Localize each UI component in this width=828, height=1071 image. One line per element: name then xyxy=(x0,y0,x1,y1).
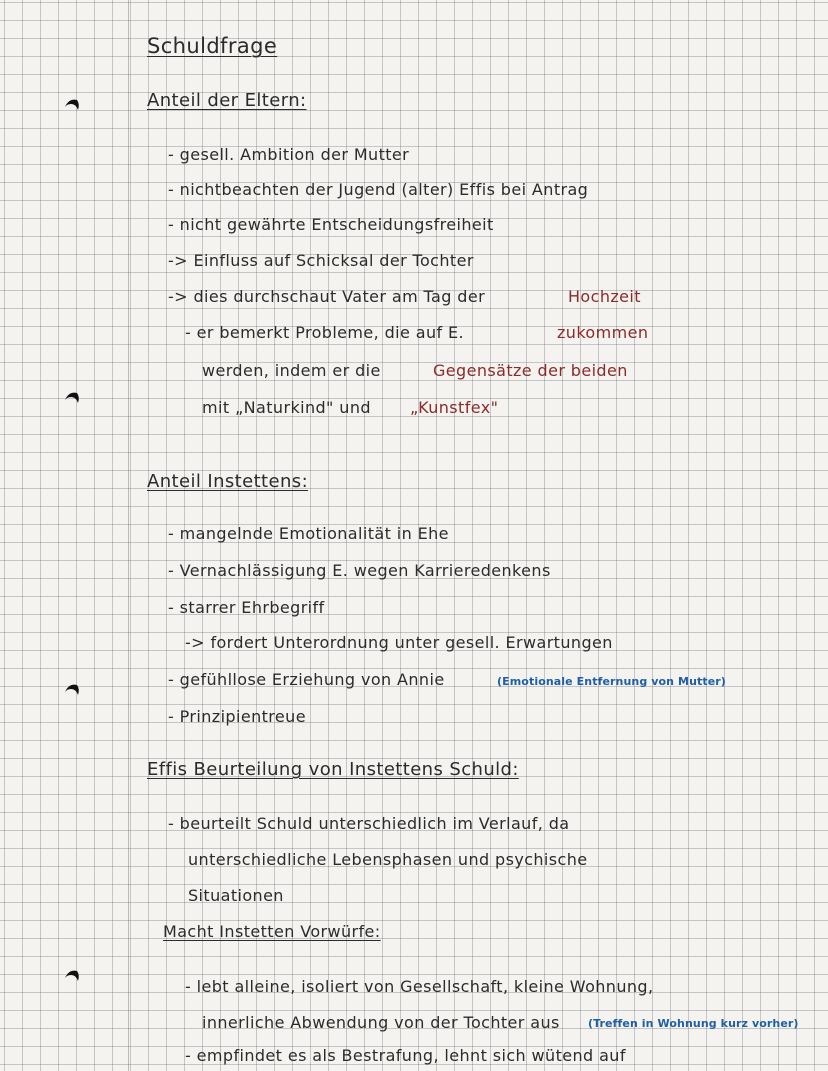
binder-hole-icon xyxy=(62,95,82,115)
section-heading-parents: Anteil der Eltern: xyxy=(147,90,307,111)
margin-line xyxy=(128,0,129,1071)
list-item: - nichtbeachten der Jugend (alter) Effis bei Antrag xyxy=(168,180,589,199)
list-item-highlight: Hochzeit xyxy=(568,287,641,306)
list-item: innerliche Abwendung von der Tochter aus xyxy=(202,1013,560,1032)
list-item: unterschiedliche Lebensphasen und psychische xyxy=(188,850,588,869)
list-item: -> Einfluss auf Schicksal der Tochter xyxy=(168,251,474,270)
list-item: - gefühllose Erziehung von Annie xyxy=(168,670,445,689)
section-heading-instetten: Anteil Instettens: xyxy=(147,471,309,492)
list-item: - Vernachlässigung E. wegen Karrieredenkens xyxy=(168,561,551,580)
list-item: werden, indem er die xyxy=(202,361,381,380)
section-heading-effi-judgement: Effis Beurteilung von Instettens Schuld: xyxy=(147,759,519,780)
subheading: Macht Instetten Vorwürfe: xyxy=(163,922,381,941)
list-item: mit „Naturkind" und xyxy=(202,398,371,417)
list-item: - starrer Ehrbegriff xyxy=(168,598,325,617)
list-item: - nicht gewährte Entscheidungsfreiheit xyxy=(168,215,494,234)
binder-hole-icon xyxy=(62,966,82,986)
list-item: - empfindet es als Bestrafung, lehnt sich wütend auf xyxy=(185,1046,626,1065)
list-item: Situationen xyxy=(188,886,284,905)
list-item-highlight: Gegensätze der beiden xyxy=(433,361,628,380)
list-item: - lebt alleine, isoliert von Gesellschaft, kleine Wohnung, xyxy=(185,977,654,996)
list-item: -> dies durchschaut Vater am Tag der xyxy=(168,287,486,306)
annotation-note: (Treffen in Wohnung kurz vorher) xyxy=(588,1017,799,1030)
list-item-highlight: zukommen xyxy=(557,323,649,342)
list-item: - mangelnde Emotionalität in Ehe xyxy=(168,524,449,543)
list-item: - gesell. Ambition der Mutter xyxy=(168,145,410,164)
list-item: -> fordert Unterordnung unter gesell. Erwartungen xyxy=(185,633,613,652)
list-item: - er bemerkt Probleme, die auf E. xyxy=(185,323,465,342)
list-item: - Prinzipientreue xyxy=(168,707,306,726)
page-title: Schuldfrage xyxy=(147,34,278,58)
list-item-highlight: „Kunstfex" xyxy=(410,398,499,417)
binder-hole-icon xyxy=(62,388,82,408)
list-item: - beurteilt Schuld unterschiedlich im Verlauf, da xyxy=(168,814,570,833)
binder-hole-icon xyxy=(62,680,82,700)
annotation-note: (Emotionale Entfernung von Mutter) xyxy=(497,675,726,688)
